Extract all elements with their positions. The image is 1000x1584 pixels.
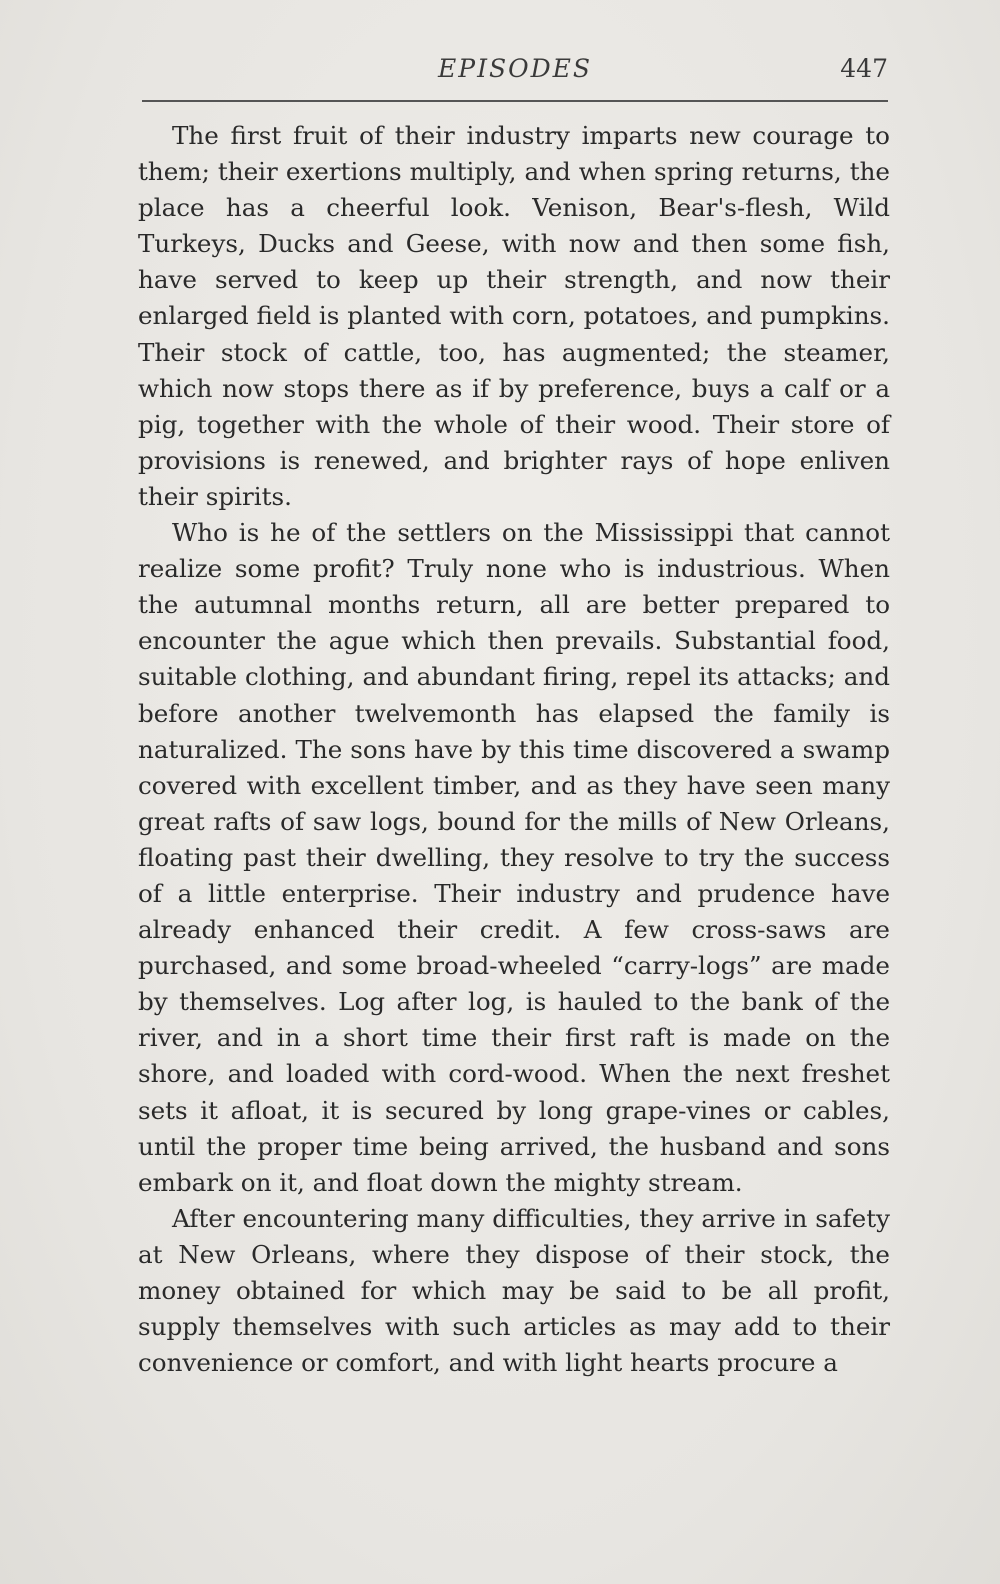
body-text [138,118,890,1381]
paragraph: After encountering many difficulties, they arrive in safety at New Orleans, where they dispose of their stock, the money obtained for which may be said to be all profit, supply themselves with such articles as may add to their convenience or comfort, and with light hearts procure a [138,1203,890,1378]
paragraph: The first fruit of their industry imparts new courage to them; their exertions multiply, and when spring returns, the place has a cheerful look. Venison, Bear's-flesh, Wild Turkeys, Ducks and Geese, with now and then some fish, have served to keep up their strength, and now their enlarged field is planted with corn, potatoes, and pumpkins. Their stock of cattle, too, has augmented; the steamer, which now stops there as if by preference, buys a calf or a pig, together with the whole of their wood. Their store of provisions is renewed, and brighter rays of hope enliven their spirits. [138,121,890,511]
page-header [142,50,888,102]
paragraph: Who is he of the settlers on the Mississippi that cannot realize some profit? Truly none who is industrious. When the autumnal months return, all are better prepared to encounter the ague which then prevails. Substantial food, suitable clothing, and abundant firing, repel its attacks; and before another twelvemonth has elapsed the family is naturalized. The sons have by this time discovered a swamp covered with excellent timber, and as they have seen many great rafts of saw logs, bound for the mills of New Orleans, floating past their dwelling, they resolve to try the success of a little enterprise. Their industry and prudence have already enhanced their credit. A few cross-saws are purchased, and some broad-wheeled “carry-logs” are made by themselves. Log after log, is hauled to the bank of the river, and in a short time their first raft is made on the shore, and loaded with cord-wood. When the next freshet sets it afloat, it is secured by long grape-vines or cables, until the proper time being arrived, the husband and sons embark on it, and float down the mighty stream. [138,518,890,1197]
page-number: 447 [840,54,888,83]
running-title: EPISODES [438,54,592,83]
